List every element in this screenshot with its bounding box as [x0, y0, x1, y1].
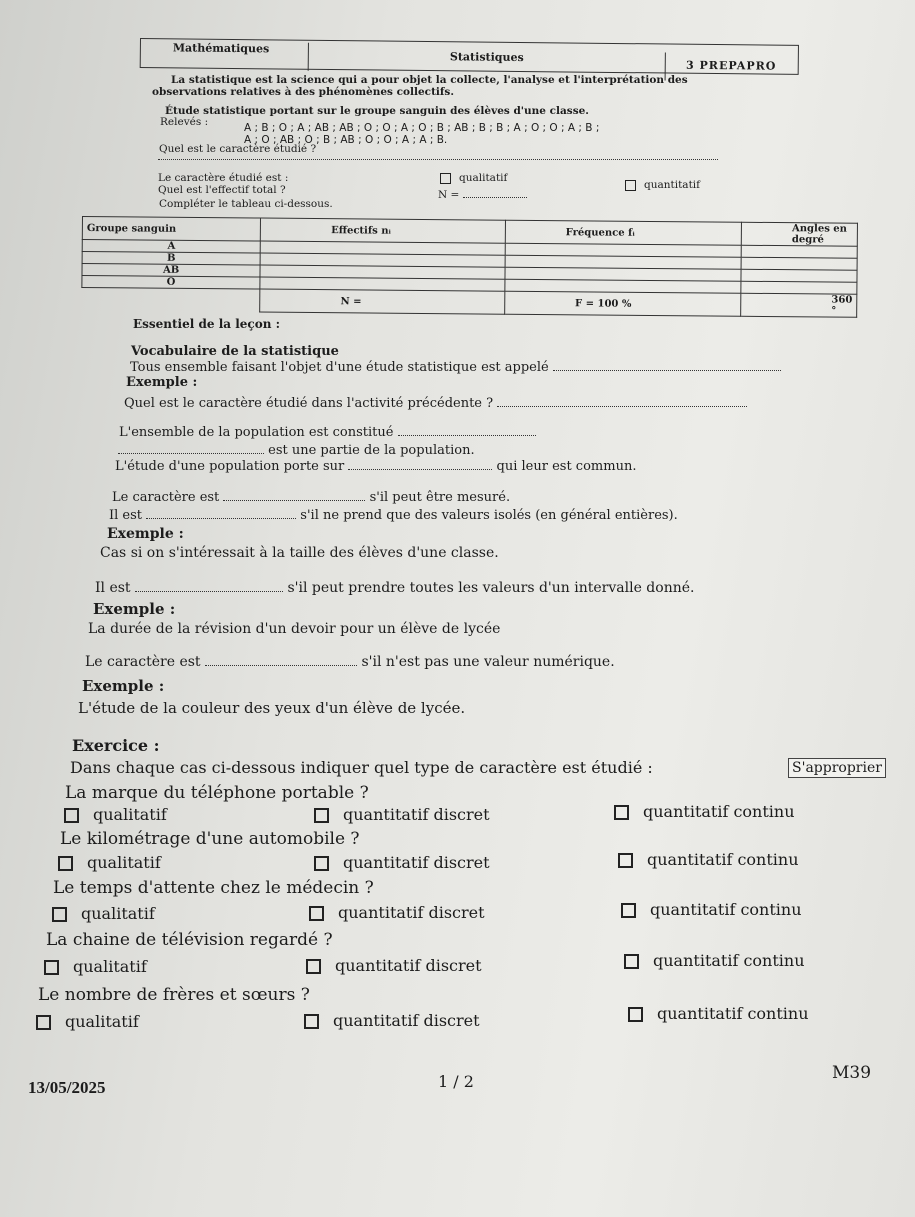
question-2: Le kilométrage d'une automobile ?	[60, 829, 360, 849]
checkbox[interactable]	[52, 907, 67, 922]
q1-option-discret[interactable]: quantitatif discret	[314, 805, 490, 824]
question-character: Quel est le caractère étudié ?	[159, 143, 317, 155]
answer-blank[interactable]	[348, 469, 492, 470]
question-3: Le temps d'attente chez le médecin ?	[53, 878, 374, 898]
exemple-continuous-label: Exemple :	[93, 600, 176, 618]
checkbox[interactable]	[614, 805, 629, 820]
answer-blank[interactable]	[398, 435, 536, 436]
population-constituted-line: L'ensemble de la population est constitué	[119, 425, 536, 440]
header-groupe: Groupe sanguin	[82, 217, 260, 242]
header-frequence: Fréquence fᵢ	[505, 220, 742, 245]
q1-option-continu[interactable]: quantitatif continu	[614, 802, 795, 821]
checkbox[interactable]	[624, 954, 639, 969]
exemple-discrete-label: Exemple :	[107, 526, 184, 542]
cell-input[interactable]	[741, 257, 857, 270]
frequency-table	[81, 216, 858, 318]
checkbox[interactable]	[309, 906, 324, 921]
q3-option-qualitatif[interactable]: qualitatif	[52, 904, 155, 923]
option-quantitatif[interactable]: quantitatif	[625, 179, 700, 191]
q2-option-qualitatif[interactable]: qualitatif	[58, 853, 161, 872]
header-angles: Angles en degré	[741, 222, 857, 246]
q5-option-continu[interactable]: quantitatif continu	[628, 1004, 809, 1023]
q2-option-continu[interactable]: quantitatif continu	[618, 850, 799, 869]
footer-code: M39	[832, 1063, 872, 1083]
footer-page: 1 / 2	[438, 1072, 474, 1091]
answer-blank[interactable]	[497, 406, 747, 407]
question-5: Le nombre de frères et sœurs ?	[38, 985, 310, 1005]
q3-option-discret[interactable]: quantitatif discret	[309, 903, 485, 922]
definition-line-2: observations relatives à des phénomènes collectifs.	[152, 86, 454, 98]
exemple-continuous: La durée de la révision d'un devoir pour un élève de lycée	[88, 621, 501, 637]
checkbox[interactable]	[64, 808, 79, 823]
checkbox[interactable]	[58, 856, 73, 871]
checkbox[interactable]	[621, 903, 636, 918]
row-label-a: A	[82, 240, 260, 254]
population-def: Tous ensemble faisant l'objet d'une étude statistique est appelé	[130, 360, 781, 375]
row-label-b: B	[82, 252, 260, 266]
q4-option-continu[interactable]: quantitatif continu	[624, 951, 805, 970]
answer-blank[interactable]	[205, 665, 357, 666]
continuous-line: Il est s'il peut prendre toutes les valeurs d'un intervalle donné.	[95, 580, 695, 596]
answer-blank[interactable]	[146, 518, 296, 519]
releves-label: Relevés :	[160, 116, 209, 128]
answer-line-character[interactable]	[158, 159, 718, 160]
q1-option-qualitatif[interactable]: qualitatif	[64, 805, 167, 824]
answer-blank[interactable]	[553, 370, 781, 371]
q2-option-discret[interactable]: quantitatif discret	[314, 853, 490, 872]
total-angle: 360 °	[741, 293, 857, 317]
q4-option-discret[interactable]: quantitatif discret	[306, 956, 482, 975]
vocab-title: Vocabulaire de la statistique	[131, 344, 339, 359]
total-n: N =	[260, 289, 505, 314]
q5-option-discret[interactable]: quantitatif discret	[304, 1011, 480, 1030]
releves-line-2: A ; O ; AB ; O ; B ; AB ; O ; O ; A ; A ; B.	[244, 134, 448, 146]
header-box	[140, 38, 799, 75]
answer-blank[interactable]	[118, 453, 264, 454]
definition-line-1: La statistique est la science qui a pour objet la collecte, l'analyse et l'interprétation des	[171, 74, 688, 86]
exemple-qualitative-label: Exemple :	[82, 677, 165, 695]
q3-option-continu[interactable]: quantitatif continu	[621, 900, 802, 919]
header-chapter: Statistiques	[309, 49, 666, 81]
complete-table-instruction: Compléter le tableau ci-dessous.	[159, 198, 333, 210]
study-title: Étude statistique portant sur le groupe sanguin des élèves d'une classe.	[165, 105, 589, 117]
checkbox[interactable]	[618, 853, 633, 868]
header-level: 3 PREPAPRO	[686, 58, 777, 73]
checkbox[interactable]	[628, 1007, 643, 1022]
sample-line: est une partie de la population.	[118, 443, 475, 458]
character-is-label: Le caractère étudié est :	[158, 172, 289, 184]
lesson-title: Essentiel de la leçon :	[133, 317, 281, 331]
study-line: L'étude d'une population porte sur qui leur est commun.	[115, 459, 637, 474]
row-label-o: O	[82, 276, 260, 290]
question-total: Quel est l'effectif total ?	[158, 184, 286, 196]
checkbox[interactable]	[306, 959, 321, 974]
checkbox-quantitatif[interactable]	[625, 180, 636, 191]
header-subject: Mathématiques	[141, 41, 309, 71]
exemple-discrete: Cas si on s'intéressait à la taille des élèves d'une classe.	[100, 545, 499, 561]
q4-option-qualitatif[interactable]: qualitatif	[44, 957, 147, 976]
n-answer-line[interactable]	[463, 197, 527, 198]
question-1: La marque du téléphone portable ?	[65, 783, 369, 803]
checkbox[interactable]	[36, 1015, 51, 1030]
q-character-line: Quel est le caractère étudié dans l'activité précédente ?	[124, 396, 747, 411]
footer-date: 13/05/2025	[28, 1078, 106, 1097]
qualitative-line: Le caractère est s'il n'est pas une valeur numérique.	[85, 654, 615, 670]
q5-option-qualitatif[interactable]: qualitatif	[36, 1012, 139, 1031]
sapproprier-badge: S'approprier	[788, 758, 886, 778]
exemple-qualitative: L'étude de la couleur des yeux d'un élève de lycée.	[78, 699, 466, 717]
header-effectifs: Effectifs nᵢ	[261, 218, 506, 243]
exercise-instruction: Dans chaque cas ci-dessous indiquer quel type de caractère est étudié :	[70, 758, 653, 777]
checkbox-qualitatif[interactable]	[440, 173, 451, 184]
answer-blank[interactable]	[135, 591, 283, 592]
exercise-title: Exercice :	[72, 736, 160, 755]
option-qualitatif[interactable]: qualitatif	[440, 172, 507, 184]
checkbox[interactable]	[44, 960, 59, 975]
exemple-label: Exemple :	[126, 375, 198, 390]
checkbox[interactable]	[314, 808, 329, 823]
discrete-line: Il est s'il ne prend que des valeurs isolés (en général entières).	[109, 508, 678, 523]
question-4: La chaine de télévision regardé ?	[46, 930, 333, 950]
cell-input[interactable]	[741, 245, 857, 258]
releves-line-1: A ; B ; O ; A ; AB ; AB ; O ; O ; A ; O ; B ; AB ; B ; B ; A ; O ; O ; A ; B ;	[244, 122, 600, 134]
checkbox[interactable]	[304, 1014, 319, 1029]
n-field[interactable]: N =	[438, 189, 527, 201]
answer-blank[interactable]	[223, 500, 365, 501]
row-label-ab: AB	[82, 264, 260, 278]
cell-input[interactable]	[741, 269, 857, 282]
measurable-line: Le caractère est s'il peut être mesuré.	[112, 490, 511, 505]
cell-input[interactable]	[741, 281, 857, 294]
checkbox[interactable]	[314, 856, 329, 871]
total-f: F = 100 %	[504, 291, 741, 316]
